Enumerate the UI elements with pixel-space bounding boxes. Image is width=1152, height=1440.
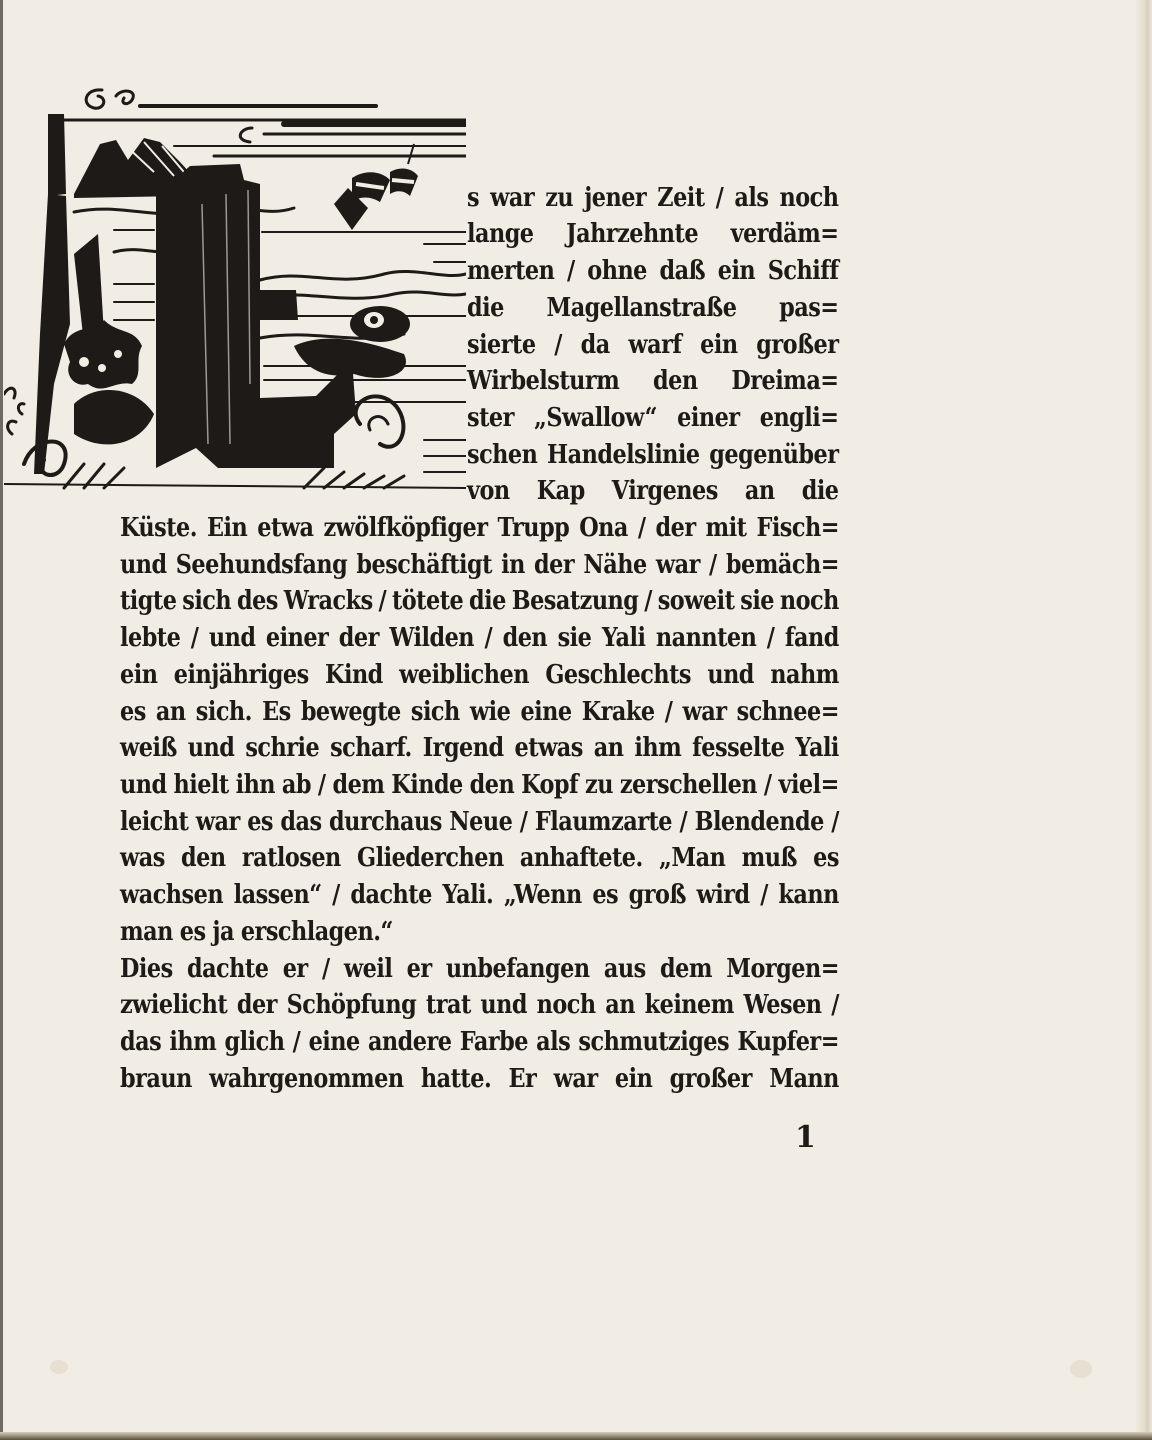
text-line: ein einjähriges Kind weiblichen Geschlechts und nahm [120, 660, 839, 690]
text-line: lebte / und einer der Wilden / den sie Yali nannten / fand [120, 623, 839, 653]
text-line: s war zu jener Zeit / als noch [467, 183, 839, 213]
text-line: das ihm glich / eine andere Farbe als schmutziges Kupfer= [120, 1027, 839, 1057]
paper-stain [1070, 1360, 1092, 1378]
text-line: schen Handelslinie gegenüber [467, 440, 839, 470]
text-line: von Kap Virgenes an die [467, 476, 839, 506]
text-line: sierte / da warf ein großer [467, 330, 839, 360]
text-line: man es ja erschlagen.“ [120, 917, 393, 947]
text-line: und hielt ihn ab / dem Kinde den Kopf zu zerschellen / viel= [120, 770, 839, 800]
text-line: und Seehundsfang beschäftigt in der Nähe war / bemäch= [120, 550, 839, 580]
text-line: braun wahrgenommen hatte. Er war ein großer Mann [120, 1064, 839, 1094]
text-line: zwielicht der Schöpfung trat und noch an keinem Wesen / [120, 990, 839, 1020]
text-line: es an sich. Es bewegte sich wie eine Krake / war schnee= [120, 697, 839, 727]
page-number: 1 [795, 1120, 816, 1155]
text-line: wachsen lassen“ / dachte Yali. „Wenn es groß wird / kann [120, 880, 839, 910]
text-line: die Magellanstraße pas= [467, 293, 839, 323]
page-left-edge [0, 0, 3, 1440]
text-line: leicht war es das durchaus Neue / Flaumzarte / Blendende / [120, 807, 839, 837]
text-line: weiß und schrie scharf. Irgend etwas an ihm fesselte Yali [120, 733, 839, 763]
page-right-deckle-edge [1136, 0, 1152, 1440]
paper-stain [50, 1360, 68, 1374]
woodcut-initial-e-icon [4, 84, 466, 500]
text-line: ster „Swallow“ einer engli= [467, 403, 839, 433]
text-line: tigte sich des Wracks / tötete die Besatzung / soweit sie noch [120, 586, 839, 616]
text-line: Wirbelsturm den Dreima= [467, 366, 839, 396]
text-line: merten / ohne daß ein Schiff [467, 256, 839, 286]
decorated-initial-illustration [4, 84, 466, 500]
text-line: Dies dachte er / weil er unbefangen aus dem Morgen= [120, 954, 839, 984]
text-line: lange Jahrzehnte verdäm= [467, 219, 839, 249]
text-line: Küste. Ein etwa zwölfköpfiger Trupp Ona / der mit Fisch= [120, 513, 839, 543]
text-line: was den ratlosen Gliederchen anhaftete. „Man muß es [120, 843, 839, 873]
page-bottom-edge [0, 1432, 1152, 1440]
